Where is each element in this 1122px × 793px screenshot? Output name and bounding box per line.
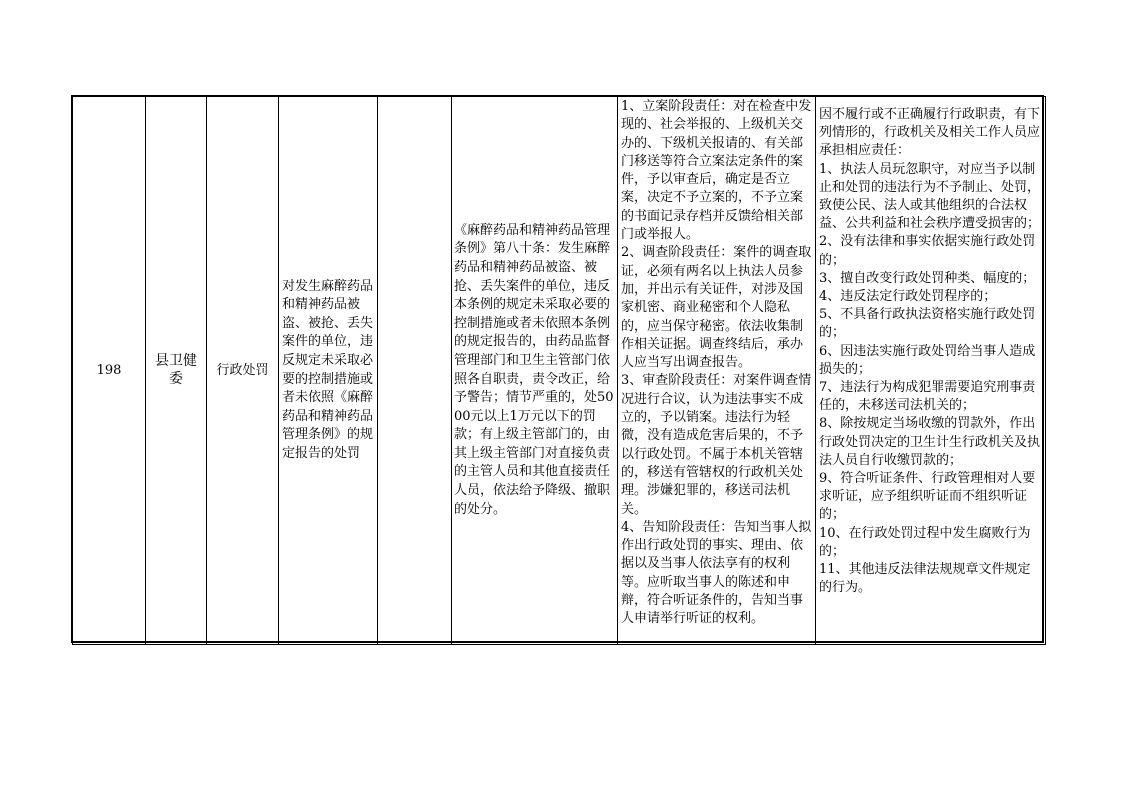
table-row <box>73 97 1046 645</box>
power-type: 行政处罚 <box>216 362 269 378</box>
legal-basis-cell <box>452 97 618 645</box>
accountability: 因不履行或不正确履行行政职责，有下列情形的，行政机关及相关工作人员应承担相应责任： 1、执法人员玩忽职守，对应当予以制止和处罚的违法行为不予制止、处罚，致使公民、法人或其他组织的合法权益、公共利益和社会秩序遭受损害的； 2、没有法律和事实依据实施行政处罚的； 3、擅自改变行政处罚种类、幅度的； 4、违反法定行政处罚程序的； 5、不具备行政执法资格实施行政处罚的； 6、因违法实施行政处罚给当事人造成损失的； 7、违法行为构成犯罪需要追究刑事责任的，未移送司法机关的； 8、除按规定当场收缴的罚款外，作出行政处罚决定的卫生计生行政机关及执法人员自行收缴罚款的； 9、符合听证条件、行政管理相对人要求听证，应予组织听证而不组织听证的； 10、在行政处罚过程中发生腐败行为的； 11、其他违反法律法规规章文件规定的行为。 <box>819 107 1041 596</box>
legal-basis: 《麻醉药品和精神药品管理条例》第八十条：发生麻醉药品和精神药品被盗、被抢、丢失案件的单位，违反本条例的规定未采取必要的控制措施或者未依照本条例的规定报告的，由药品监督管理部门和卫生主管部门依照各自职责，责令改正，给予警告；情节严重的，处5000元以上1万元以下的罚款；有上级主管部门的，由其上级主管部门对直接负责的主管人员和其他直接责任人员，依法给予降级、撤职的处分。 <box>454 222 614 517</box>
power-type-cell <box>207 97 279 645</box>
power-list-table <box>72 96 1046 645</box>
accountability-cell <box>816 97 1046 645</box>
department-name: 县卫健委 <box>155 353 197 387</box>
responsibilities-cell <box>618 97 816 645</box>
item-name-cell <box>279 97 378 645</box>
item-name: 对发生麻醉药品和精神药品被盗、被抢、丢失案件的单位，违反规定未采取必要的控制措施或者未依照《麻醉药品和精神药品管理条例》的规定报告的处罚 <box>282 278 374 461</box>
row-number: 198 <box>96 362 122 378</box>
row-number-cell <box>73 97 146 645</box>
code-cell <box>378 97 452 645</box>
responsibilities: 1、立案阶段责任：对在检查中发现的、社会举报的、上级机关交办的、下级机关报请的、有关部门移送等符合立案法定条件的案件，予以审查后，确定是否立案，决定不予立案的，不予立案的书面记录存档并反馈给相关部门或举报人。 2、调查阶段责任：案件的调查取证，必须有两名以上执法人员参加，并出示有关证件，对涉及国家机密、商业秘密和个人隐私的，应当保守秘密。依法收集制作相关证据。调查终结后，承办人应当写出调查报告。 3、审查阶段责任：对案件调查情况进行合议，认为违法事实不成立的，予以销案。违法行为轻微，没有造成危害后果的，不予以行政处罚。不属于本机关管辖的，移送有管辖权的行政机关处理。涉嫌犯罪的，移送司法机关。 4、告知阶段责任：告知当事人拟作出行政处罚的事实、理由、依据以及当事人依法享有的权利等。应听取当事人的陈述和申辩，符合听证条件的，告知当事人申请举行听证的权利。 <box>621 99 812 627</box>
department-cell <box>146 97 207 645</box>
